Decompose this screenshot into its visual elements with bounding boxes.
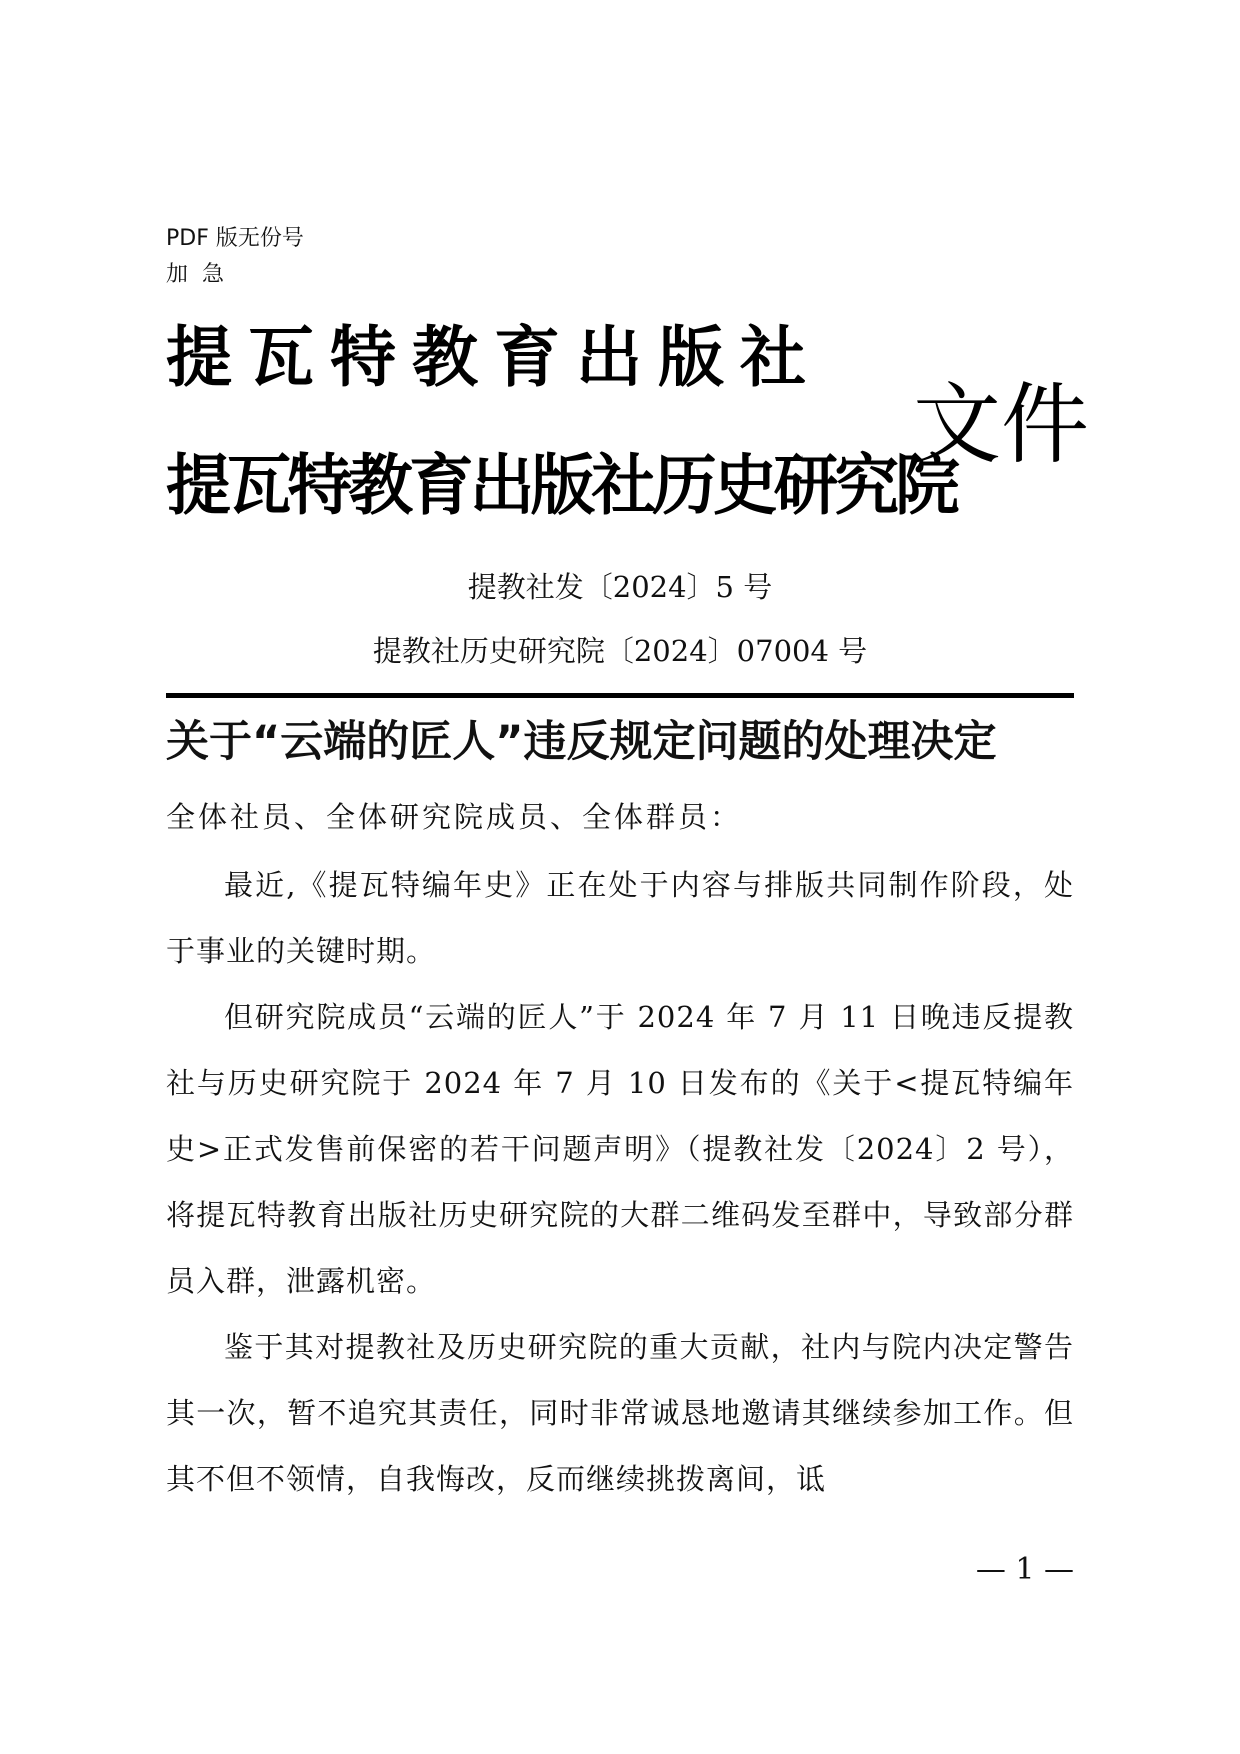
copy-number-note: PDF 版无份号 xyxy=(166,226,304,251)
urgency-label: 加急 xyxy=(166,262,239,287)
document-number-publisher: 提教社发〔2024〕5 号 xyxy=(467,570,773,604)
body-paragraph-3: 鉴于其对提教社及历史研究院的重大贡献，社内与院内决定警告其一次，暂不追究其责任，同时非常诚恳地邀请其继续参加工作。但其不但不领情，自我悔改，反而继续挑拨离间，诋 xyxy=(166,1330,1074,1496)
issuer-name-institute: 提瓦特教育出版社历史研究院 xyxy=(166,447,956,524)
issuer-name-publisher: 提瓦特教育出版社 xyxy=(166,319,822,396)
header-divider-line xyxy=(166,693,1074,698)
document-title: 关于“云端的匠人”违反规定问题的处理决定 xyxy=(166,717,997,767)
body-paragraph-1: 最近,《提瓦特编年史》正在处于内容与排版共同制作阶段，处于事业的关键时期。 xyxy=(166,868,1074,968)
salutation: 全体社员、全体研究院成员、全体群员： xyxy=(166,800,743,834)
document-type-word: 文件 xyxy=(913,373,1090,476)
body-paragraph-2: 但研究院成员“云端的匠人”于 2024 年 7 月 11 日晚违反提教社与历史研究院于 2024 年 7 月 10 日发布的《关于<提瓦特编年史>正式发售前保密的若干问题声明》（提教社发〔2024〕2 号），将提瓦特教育出版社历史研究院的大群二维码发至群中，导致部分群员入群，泄露机密。 xyxy=(166,1000,1074,1298)
document-number-institute: 提教社历史研究院〔2024〕07004 号 xyxy=(372,634,868,668)
page-number: — 1 — xyxy=(975,1552,1074,1587)
